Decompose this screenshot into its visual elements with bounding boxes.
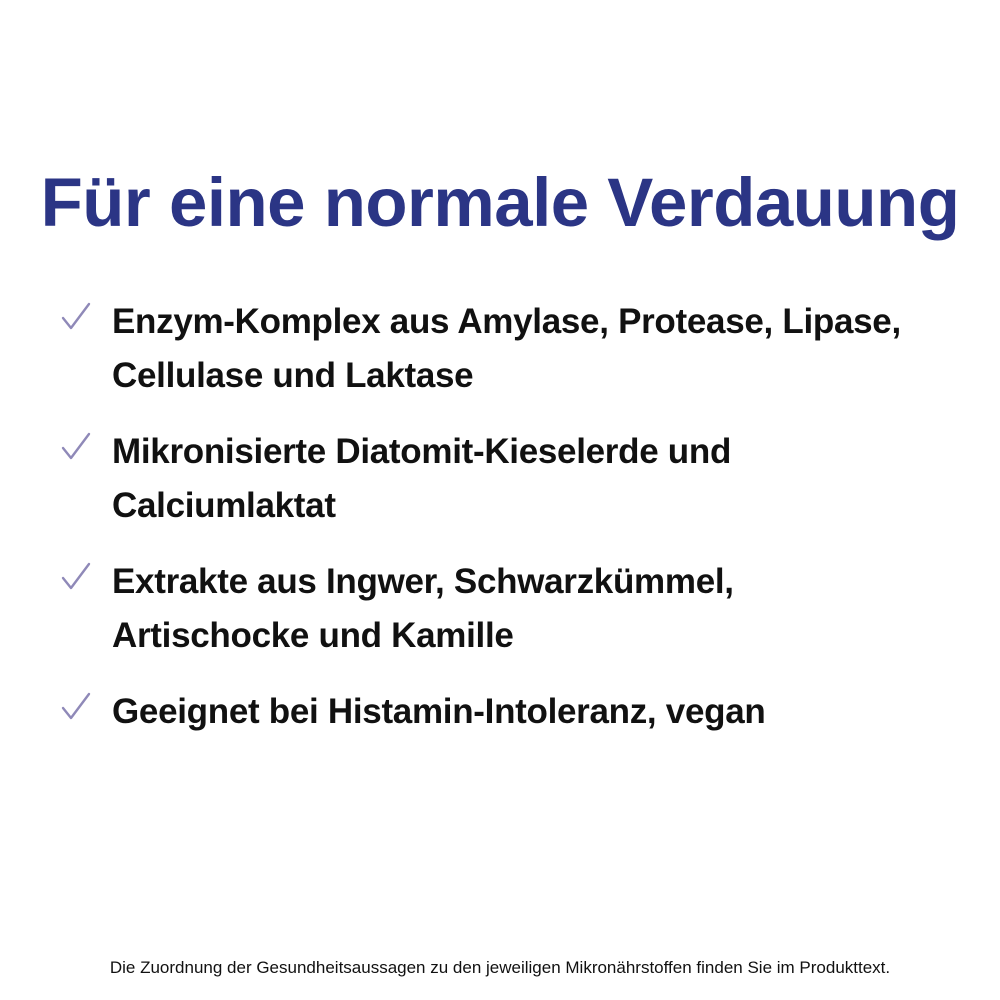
checkmark-icon	[60, 431, 92, 463]
list-item	[60, 295, 980, 403]
list-item-line: Artischocke und Kamille	[112, 616, 514, 655]
checkmark-icon	[60, 561, 92, 593]
checkmark-icon	[60, 691, 92, 723]
footnote: Die Zuordnung der Gesundheitsaussagen zu den jeweiligen Mikronährstoffen finden Sie im Produkttext.	[109, 958, 891, 977]
list-item-line: Geeignet bei Histamin-Intoleranz, vegan	[112, 692, 766, 731]
list-item	[60, 555, 980, 663]
list-item-line: Cellulase und Laktase	[112, 356, 474, 395]
list-item-line: Calciumlaktat	[112, 486, 336, 525]
list-item-line: Enzym-Komplex aus Amylase, Protease, Lipase,	[112, 302, 901, 341]
page-title: Für eine normale Verdauung	[40, 164, 960, 241]
list-item	[60, 425, 980, 533]
list-item	[60, 685, 980, 739]
list-item-line: Mikronisierte Diatomit-Kieselerde und	[112, 432, 732, 471]
list-item-line: Extrakte aus Ingwer, Schwarzkümmel,	[112, 562, 734, 601]
checkmark-icon	[60, 301, 92, 333]
benefit-list	[60, 295, 980, 739]
